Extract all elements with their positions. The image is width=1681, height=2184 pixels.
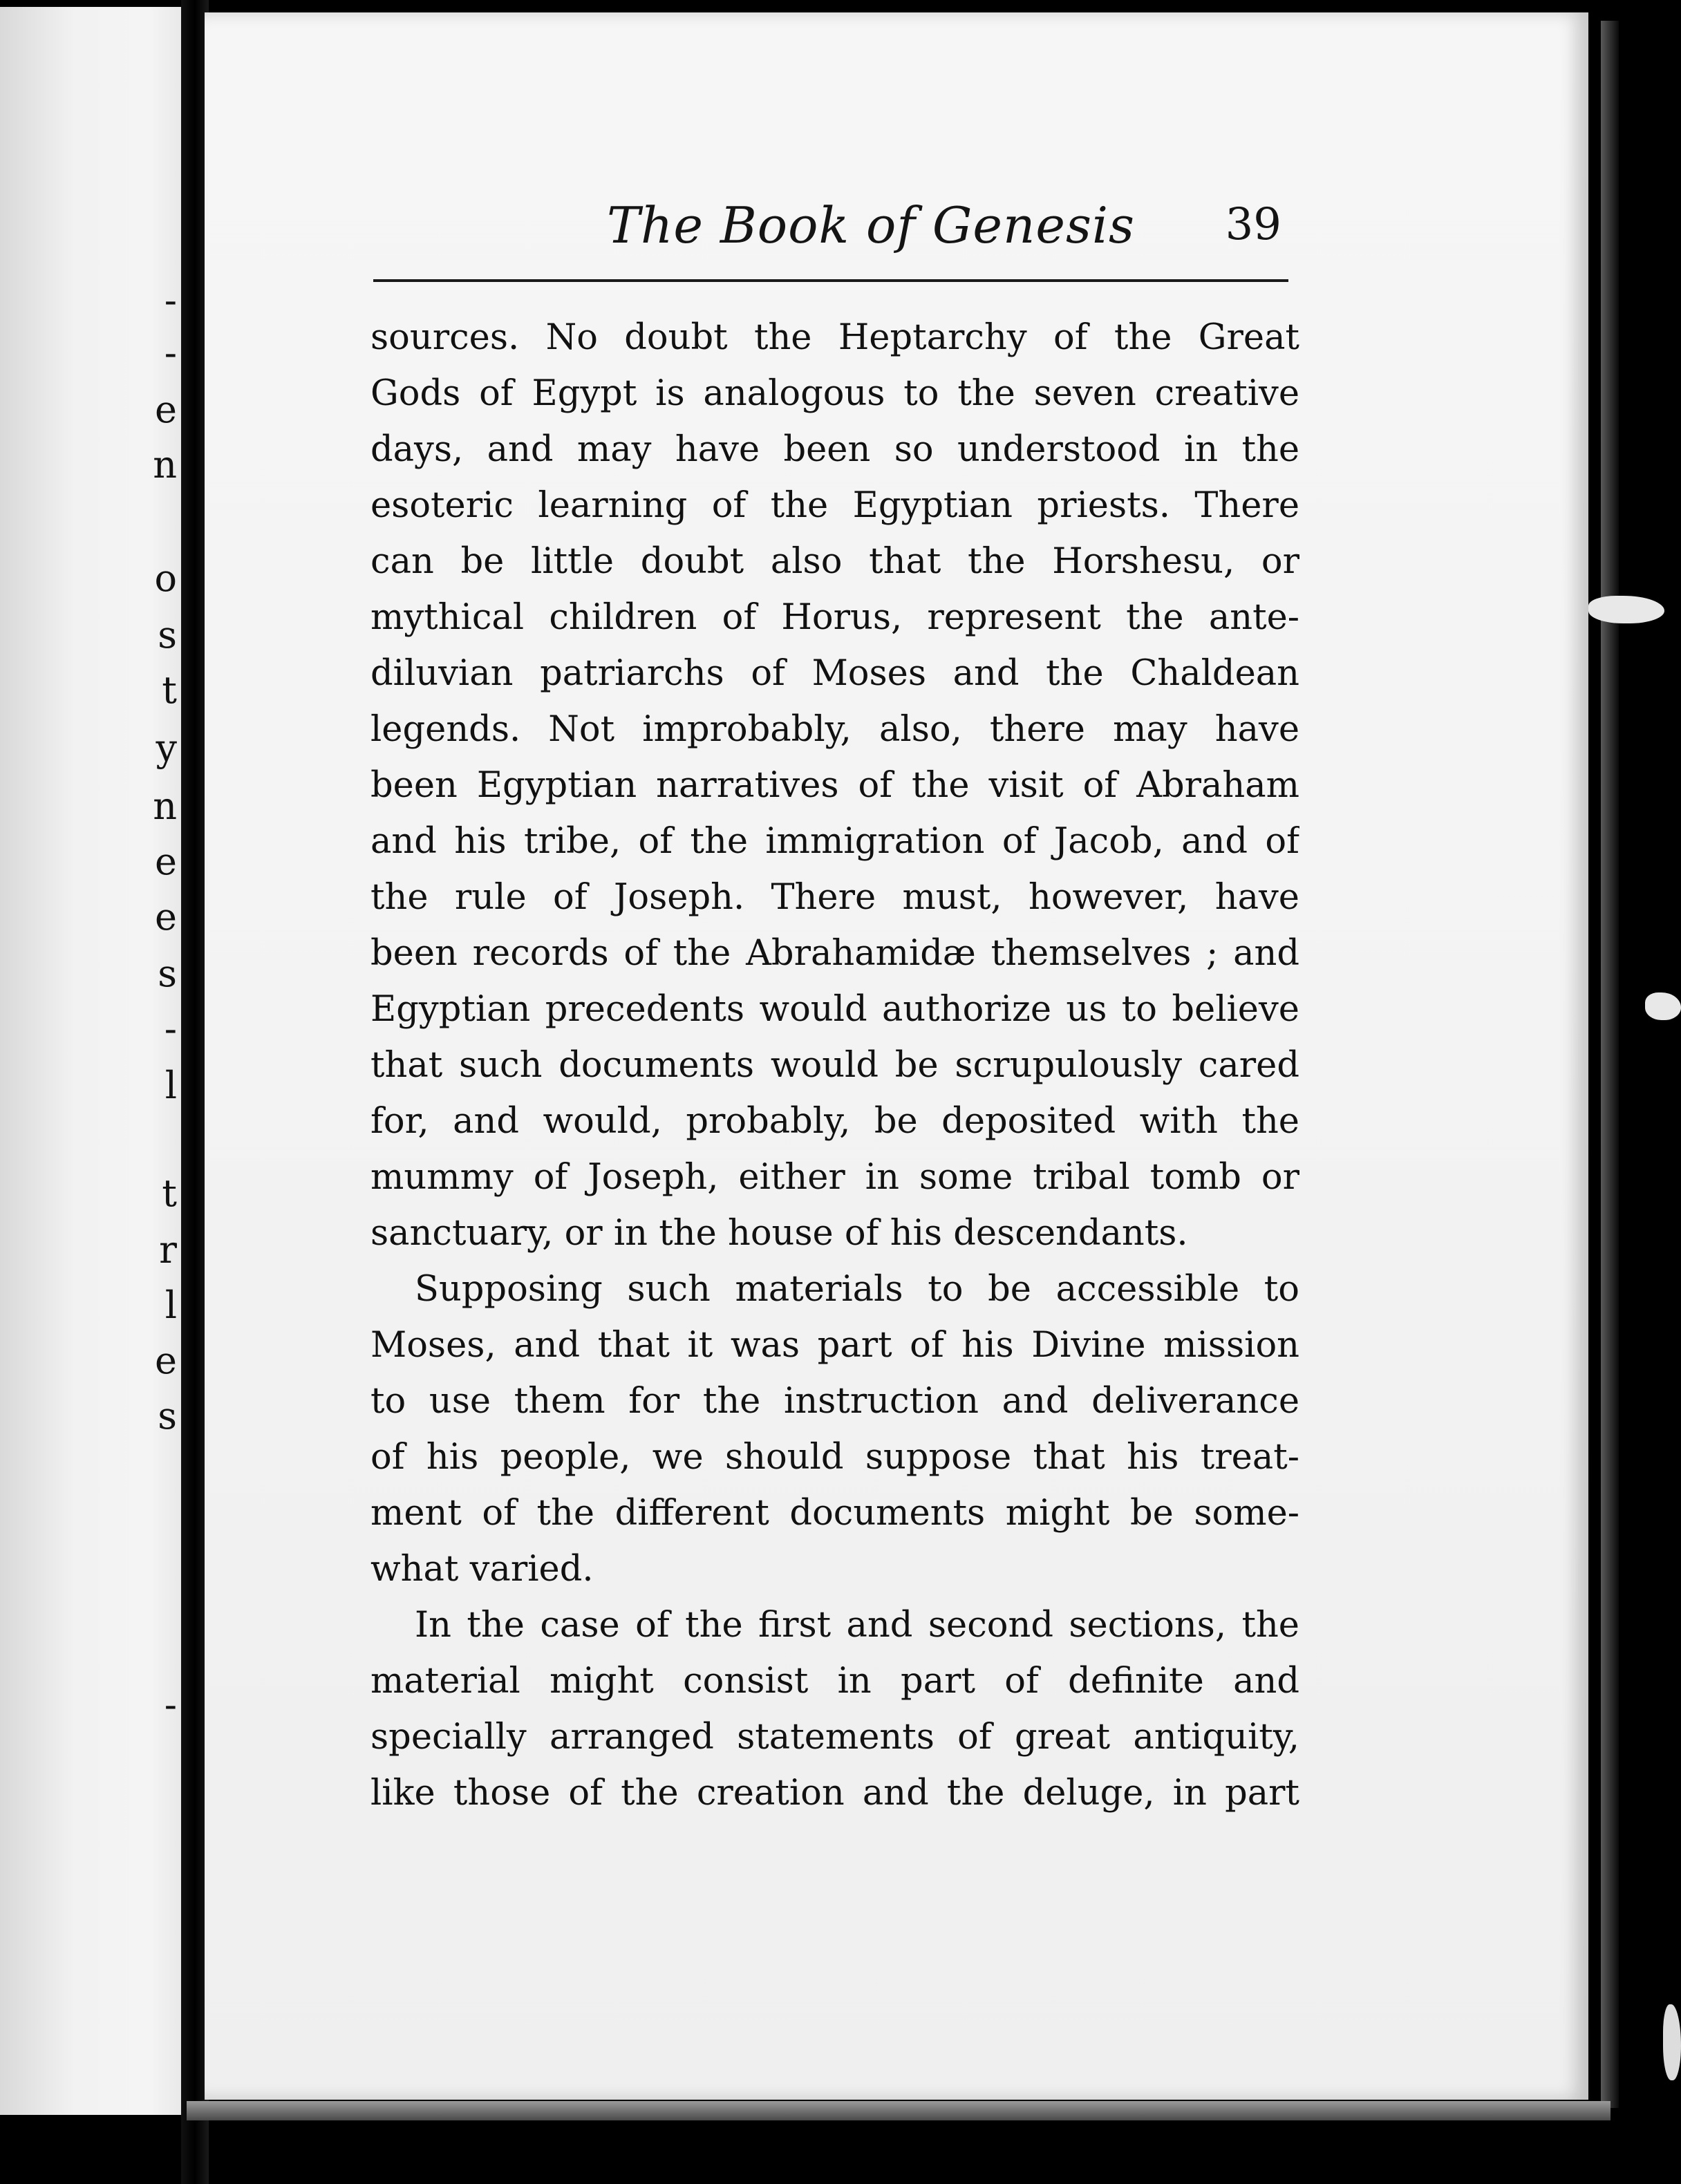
facing-page-fragment: s xyxy=(158,1394,177,1438)
text-line: mythical children of Horus, represent the ante- xyxy=(370,597,1299,638)
header-rule xyxy=(373,279,1288,282)
facing-page-fragment: e xyxy=(155,1339,177,1382)
page-number: 39 xyxy=(1225,199,1281,250)
facing-page-fragment: n xyxy=(153,784,177,828)
facing-page-fragment: e xyxy=(155,895,177,939)
text-line: the rule of Joseph. There must, however, have xyxy=(370,877,1299,918)
text-line: legends. Not improbably, also, there may have xyxy=(370,709,1299,750)
facing-page-fragment: y xyxy=(156,726,177,770)
paragraph xyxy=(370,1261,1299,1597)
facing-page-fragment: - xyxy=(164,1683,177,1726)
text-line: for, and would, probably, be deposited with the xyxy=(370,1101,1299,1142)
running-head xyxy=(372,187,1288,270)
facing-page-fragment: - xyxy=(164,1007,177,1051)
text-line: of his people, we should suppose that his treat- xyxy=(370,1437,1299,1478)
text-line: what varied. xyxy=(370,1549,594,1590)
facing-page-fragment: e xyxy=(155,840,177,883)
text-line: to use them for the instruction and deliverance xyxy=(370,1381,1299,1422)
facing-page-fragment: - xyxy=(164,331,177,375)
text-line: In the case of the first and second sections, the xyxy=(415,1605,1299,1646)
facing-page-fragment: l xyxy=(165,1283,177,1327)
text-line: can be little doubt also that the Horshesu, or xyxy=(370,541,1299,582)
text-line: and his tribe, of the immigration of Jacob, and of xyxy=(370,821,1299,862)
facing-page-fragment: e xyxy=(155,388,177,431)
facing-page-fragment: s xyxy=(158,952,177,995)
previous-page-edge xyxy=(0,7,188,2115)
book-cover-edge xyxy=(1588,0,1681,2184)
facing-page-fragment: n xyxy=(153,443,177,487)
facing-page-fragment: r xyxy=(159,1228,177,1272)
text-line: esoteric learning of the Egyptian priests. There xyxy=(370,485,1299,526)
text-line: been Egyptian narratives of the visit of Abraham xyxy=(370,765,1299,806)
facing-page-fragment: t xyxy=(162,668,177,712)
running-title: The Book of Genesis xyxy=(607,196,1135,254)
text-line: Gods of Egypt is analogous to the seven creative xyxy=(370,373,1299,414)
text-line: specially arranged statements of great antiquity, xyxy=(370,1717,1299,1758)
facing-page-fragment: l xyxy=(165,1064,177,1107)
text-line: been records of the Abrahamidæ themselves ; and xyxy=(370,933,1299,974)
facing-page-fragment: - xyxy=(164,279,177,322)
text-line: like those of the creation and the deluge, in part xyxy=(370,1773,1299,1814)
text-line: days, and may have been so understood in the xyxy=(370,429,1299,470)
body-text xyxy=(370,310,1299,1821)
paragraph xyxy=(370,310,1299,1261)
text-line: Moses, and that it was part of his Divine mission xyxy=(370,1325,1299,1366)
paper-flake xyxy=(1588,596,1664,623)
cover-board-strip xyxy=(1601,21,1619,2108)
text-line: Egyptian precedents would authorize us to believe xyxy=(370,989,1299,1030)
facing-page-fragment: t xyxy=(162,1171,177,1215)
text-line: sources. No doubt the Heptarchy of the Great xyxy=(370,317,1299,358)
text-line: Supposing such materials to be accessible to xyxy=(415,1269,1299,1310)
text-line: that such documents would be scrupulously cared xyxy=(370,1045,1299,1086)
text-line: diluvian patriarchs of Moses and the Chaldean xyxy=(370,653,1299,694)
paragraph xyxy=(370,1597,1299,1821)
text-line: mummy of Joseph, either in some tribal tomb or xyxy=(370,1157,1299,1198)
paper-flake xyxy=(1645,992,1681,1020)
facing-page-fragment: o xyxy=(154,556,177,600)
facing-page-fragment: s xyxy=(158,613,177,657)
text-line: ment of the different documents might be some- xyxy=(370,1493,1299,1534)
paper-flake xyxy=(1663,2004,1681,2080)
text-line: sanctuary, or in the house of his descendants. xyxy=(370,1213,1188,1254)
cover-bottom-edge xyxy=(187,2101,1610,2120)
text-line: material might consist in part of definite and xyxy=(370,1661,1299,1702)
